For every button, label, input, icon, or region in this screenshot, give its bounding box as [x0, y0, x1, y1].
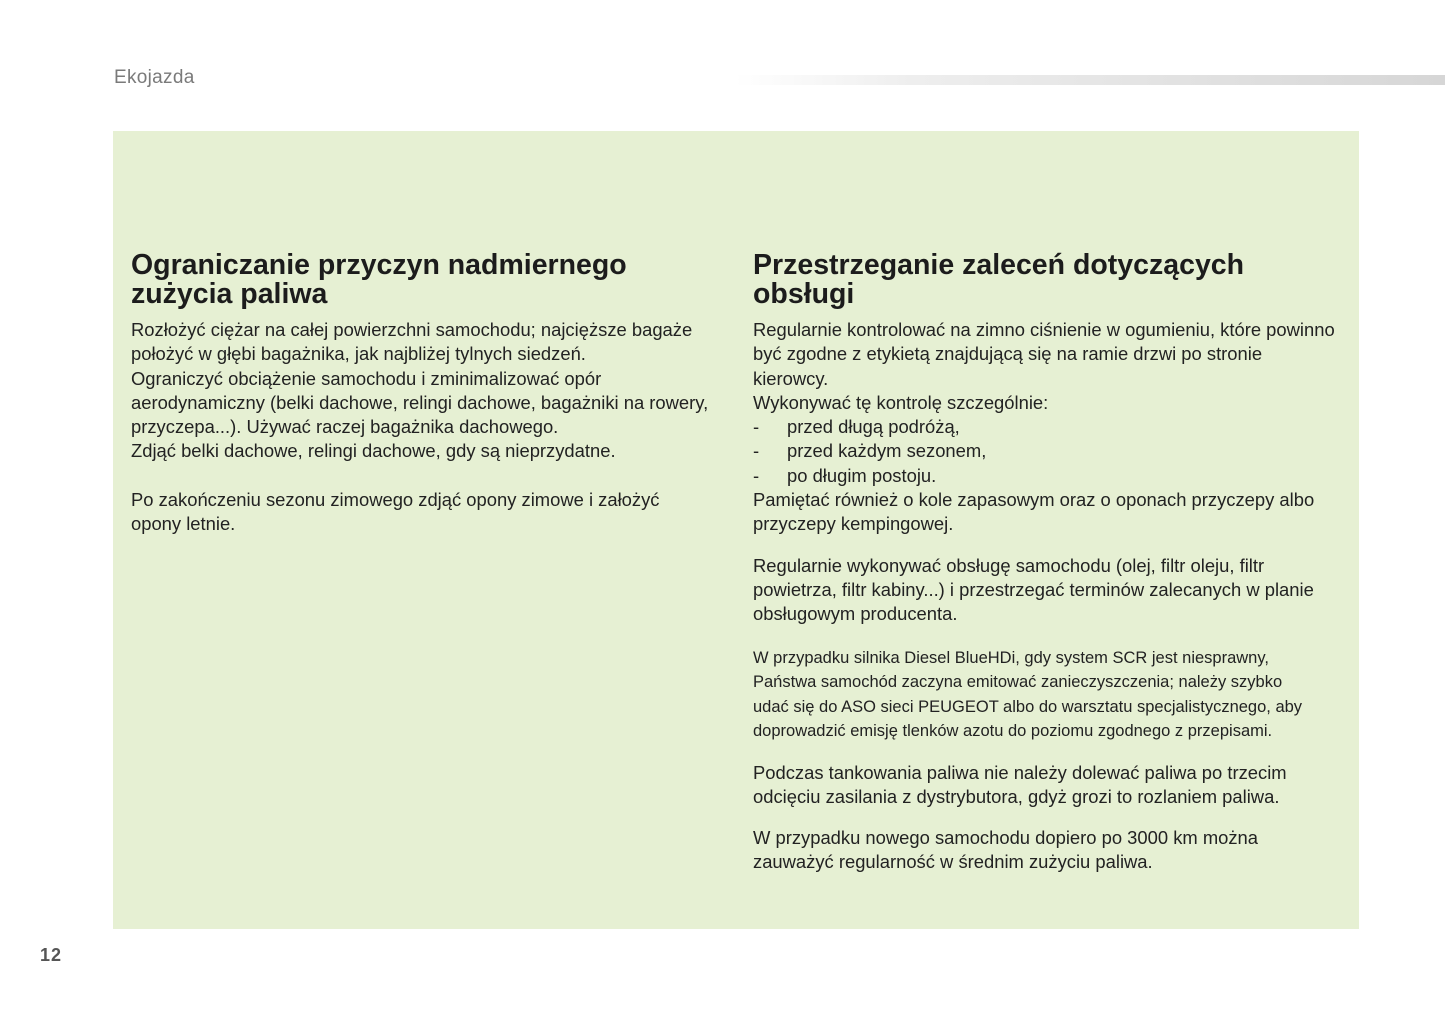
- text-line: odcięciu zasilania z dystrybutora, gdyż grozi to rozlaniem paliwa.: [753, 785, 1280, 807]
- text-line: Podczas tankowania paliwa nie należy dolewać paliwa po trzecim: [753, 761, 1287, 783]
- text-line: być zgodne z etykietą znajdującą się na ramie drzwi po stronie: [753, 343, 1263, 365]
- right-paragraph-service: [753, 554, 1353, 627]
- text-line: obsługowym producenta.: [753, 603, 958, 625]
- right-column: [753, 251, 1353, 875]
- right-paragraph-diesel: [753, 646, 1353, 744]
- section-title: Ekojazda: [114, 67, 195, 88]
- list-item-text: przed każdym sezonem,: [787, 440, 987, 462]
- right-heading-line: obsługi: [753, 278, 855, 310]
- content-panel: [113, 131, 1359, 929]
- right-paragraph-new-car: [753, 826, 1353, 875]
- left-heading-line: zużycia paliwa: [131, 278, 328, 310]
- text-line: położyć w głębi bagażnika, jak najbliżej tylnych siedzeń.: [131, 343, 586, 365]
- text-line: przyczepy kempingowej.: [753, 513, 954, 535]
- text-line: Po zakończeniu sezonu zimowego zdjąć opony zimowe i założyć: [131, 488, 660, 510]
- list-item-text: po długim postoju.: [787, 464, 937, 486]
- text-line: Regularnie kontrolować na zimno ciśnienie w ogumieniu, które powinno: [753, 319, 1335, 340]
- text-line: zauważyć regularność w średnim zużyciu paliwa.: [753, 851, 1153, 873]
- left-paragraph-tyres: [131, 488, 731, 537]
- text-line: Państwa samochód zaczyna emitować zanieczyszczenia; należy szybko: [753, 673, 1283, 692]
- left-heading: [131, 251, 731, 309]
- left-heading-line: Ograniczanie przyczyn nadmiernego: [131, 249, 627, 281]
- list-item: [753, 415, 1353, 439]
- text-line: udać się do ASO sieci PEUGEOT albo do warsztatu specjalistycznego, aby: [753, 697, 1303, 716]
- spacer: [753, 537, 1353, 554]
- text-line: aerodynamiczny (belki dachowe, relingi dachowe, bagażniki na rowery,: [131, 391, 709, 413]
- text-line: kierowcy.: [753, 367, 829, 389]
- text-line: Pamiętać również o kole zapasowym oraz o oponach przyczepy albo: [753, 489, 1315, 511]
- spacer: [753, 809, 1353, 826]
- list-item: [753, 464, 1353, 488]
- bullet-dash: -: [753, 464, 760, 486]
- bullet-dash: -: [753, 416, 760, 438]
- left-column: [131, 251, 731, 536]
- text-line: opony letnie.: [131, 513, 236, 535]
- text-line: Rozłożyć ciężar na całej powierzchni samochodu; najcięższe bagaże: [131, 319, 693, 340]
- text-line: W przypadku silnika Diesel BlueHDi, gdy system SCR jest niesprawny,: [753, 648, 1269, 667]
- text-line: doprowadzić emisję tlenków azotu do poziomu zgodnego z przepisami.: [753, 722, 1273, 741]
- text-line: W przypadku nowego samochodu dopiero po 3000 km można: [753, 827, 1259, 849]
- bullet-dash: -: [753, 440, 760, 462]
- text-line: Regularnie wykonywać obsługę samochodu (olej, filtr oleju, filtr: [753, 554, 1265, 576]
- text-line: Ograniczyć obciążenie samochodu i zminimalizować opór: [131, 367, 602, 389]
- text-line: Zdjąć belki dachowe, relingi dachowe, gdy są nieprzydatne.: [131, 440, 616, 462]
- text-line: powietrza, filtr kabiny...) i przestrzegać terminów zalecanych w planie: [753, 578, 1314, 600]
- spacer: [753, 744, 1353, 761]
- list-item-text: przed długą podróżą,: [787, 416, 960, 438]
- page-number: 12: [40, 945, 63, 965]
- text-line: przyczepa...). Używać raczej bagażnika dachowego.: [131, 416, 559, 438]
- spacer: [753, 627, 1353, 646]
- right-paragraph-refuel: [753, 761, 1353, 810]
- text-line: Wykonywać tę kontrolę szczególnie:: [753, 391, 1049, 413]
- left-paragraph-load: [131, 318, 731, 464]
- right-heading-line: Przestrzeganie zaleceń dotyczących: [753, 249, 1245, 281]
- right-paragraph-pressure: [753, 318, 1353, 537]
- spacer: [131, 464, 731, 488]
- header-gradient-bar: [735, 75, 1445, 85]
- right-heading: [753, 251, 1353, 309]
- list-item: [753, 439, 1353, 463]
